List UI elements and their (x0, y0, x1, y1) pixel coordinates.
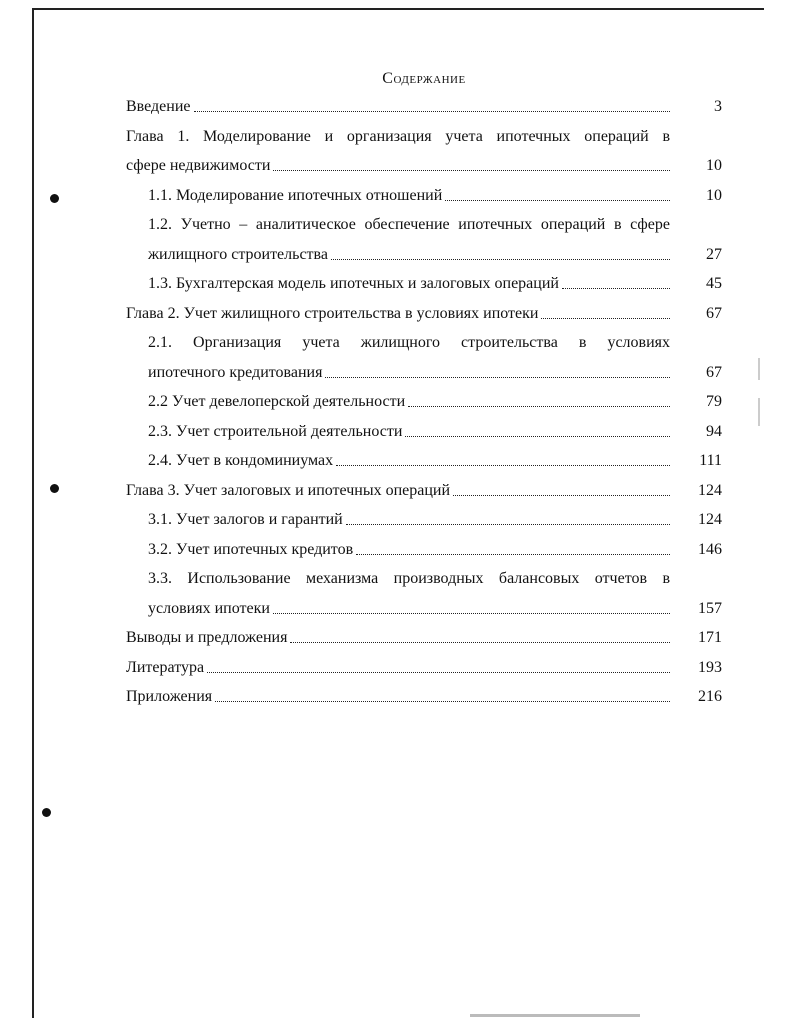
dot-leader (356, 554, 670, 555)
toc-entry (126, 446, 722, 476)
dot-leader (215, 701, 670, 702)
toc-page-number: 193 (698, 658, 722, 676)
toc-entry-label: 3.2. Учет ипотечных кредитов (148, 540, 354, 558)
dot-leader (405, 436, 670, 437)
dot-leader (207, 672, 670, 673)
toc-page-number: 124 (698, 481, 722, 499)
toc-entry-label: Приложения (126, 688, 213, 705)
toc-entry (126, 417, 722, 447)
toc-entry-label: 2.4. Учет в кондоминиумах (148, 452, 334, 469)
dot-leader (453, 495, 670, 496)
toc-entry-label: 1.1. Моделирование ипотечных отношений (148, 186, 443, 204)
toc-entry-heading-line: 2.1. Организация учета жилищного строительства в условиях (148, 334, 670, 351)
punch-hole-mark (42, 808, 51, 817)
toc-entry-label: жилищного строительства (148, 245, 328, 263)
dot-leader (445, 200, 670, 201)
scan-border-left (32, 8, 34, 1018)
dot-leader (273, 170, 670, 171)
toc-page-number: 216 (698, 688, 722, 705)
toc-page-number: 146 (698, 540, 722, 558)
table-of-contents (126, 66, 722, 712)
toc-entry (126, 92, 722, 122)
toc-page-number: 10 (706, 186, 722, 204)
scan-border-top (32, 8, 764, 10)
dot-leader (331, 259, 670, 260)
toc-entry-label: Выводы и предложения (126, 629, 288, 646)
toc-page-number: 27 (706, 245, 722, 263)
dot-leader (194, 111, 671, 112)
dot-leader (290, 642, 670, 643)
toc-entry-label: 1.3. Бухгалтерская модель ипотечных и залоговых операций (148, 275, 559, 292)
toc-entry-label: условиях ипотеки (148, 599, 270, 617)
toc-entry (126, 682, 722, 712)
scan-artifact (758, 398, 760, 426)
scan-artifact (758, 358, 760, 380)
toc-page-number: 67 (706, 304, 722, 322)
toc-entry-label: Глава 3. Учет залоговых и ипотечных операций (126, 481, 451, 499)
toc-page-number: 94 (706, 422, 722, 440)
toc-entry (126, 476, 722, 506)
toc-entry-label: Введение (126, 98, 191, 115)
toc-entry (126, 535, 722, 565)
toc-page-number: 111 (699, 452, 722, 469)
toc-page-number: 3 (714, 98, 722, 115)
punch-hole-mark (50, 194, 59, 203)
toc-page-number: 45 (706, 275, 722, 292)
toc-entry-label: 2.2 Учет девелоперской деятельности (148, 393, 406, 410)
toc-entry (126, 387, 722, 417)
toc-entry-label: Глава 2. Учет жилищного строительства в условиях ипотеки (126, 304, 539, 322)
dot-leader (325, 377, 670, 378)
toc-page-number: 79 (706, 393, 722, 410)
toc-entry (126, 181, 722, 211)
toc-page-number: 10 (706, 157, 722, 174)
dot-leader (336, 465, 670, 466)
toc-page-number: 157 (698, 599, 722, 617)
toc-entry (126, 299, 722, 329)
toc-entry-heading-line: Глава 1. Моделирование и организация учета ипотечных операций в (126, 127, 670, 145)
toc-page-number: 67 (706, 363, 722, 381)
toc-entry (126, 358, 722, 388)
toc-entry-label: ипотечного кредитования (148, 363, 323, 381)
toc-entry-heading-line: 1.2. Учетно – аналитическое обеспечение ипотечных операций в сфере (148, 216, 670, 233)
toc-entry (126, 653, 722, 683)
page-title: Содержание (382, 70, 466, 87)
toc-page-number: 124 (698, 511, 722, 528)
toc-entry-label: 2.3. Учет строительной деятельности (148, 422, 403, 440)
toc-entry-label: 3.1. Учет залогов и гарантий (148, 511, 343, 528)
punch-hole-mark (50, 484, 59, 493)
dot-leader (346, 524, 670, 525)
toc-entry (126, 623, 722, 653)
toc-body (126, 92, 722, 712)
toc-entry-heading-line: 3.3. Использование механизма производных балансовых отчетов в (148, 570, 670, 587)
toc-entry (126, 505, 722, 535)
dot-leader (562, 288, 670, 289)
toc-entry (126, 240, 722, 270)
dot-leader (408, 406, 670, 407)
toc-entry (126, 269, 722, 299)
toc-page-number: 171 (698, 629, 722, 646)
dot-leader (541, 318, 670, 319)
dot-leader (273, 613, 670, 614)
scan-artifact (470, 1014, 640, 1017)
toc-entry (126, 594, 722, 624)
toc-entry (126, 151, 722, 181)
toc-entry-label: сфере недвижимости (126, 157, 271, 174)
toc-entry-label: Литература (126, 658, 205, 676)
